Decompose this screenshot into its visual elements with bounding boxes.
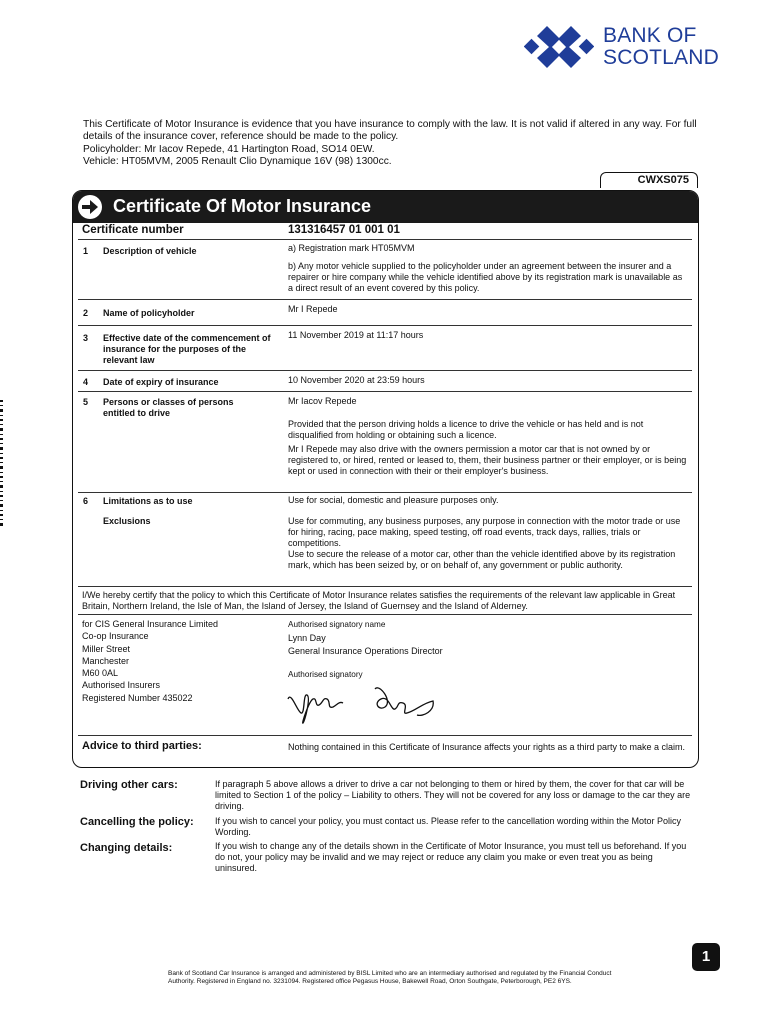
item-number: 1 — [83, 246, 89, 256]
insurer-line: Registered Number 435022 — [82, 692, 193, 703]
signatory-name-label: Authorised signatory name — [288, 620, 386, 629]
item-label-policyholder: Name of policyholder — [103, 308, 195, 318]
insurer-line: Miller Street — [82, 643, 131, 654]
exclusions-use: Use for commuting, any business purposes, any purpose in connection with the motor trade or use for hiring, racing, pace making, speed testing, off road events, track days, rallies, trials or competitions. — [288, 516, 681, 548]
bank-name-line2: SCOTLAND — [603, 46, 719, 69]
section-text-driving-other-cars: If paragraph 5 above allows a driver to drive a car not belonging to them or hired by them, the cover for that car will be limited to Section 1 of the policy – Liability to others. They will not be covered for any loss or damage to the car they are driving. — [215, 779, 691, 811]
insurer-details — [82, 618, 242, 704]
divider — [78, 370, 692, 371]
advice-text: Nothing contained in this Certificate of Insurance affects your rights as a third party to make a claim. — [288, 742, 686, 752]
section-label-changing-details: Changing details: — [80, 842, 173, 854]
barcode-icon — [0, 400, 3, 528]
bank-of-scotland-logo-icon — [524, 24, 594, 70]
driving-other-cars-clause: Mr I Repede may also drive with the owners permission a motor car that is not owned by or registered to, or hired, rented or leased to, them, their business partner or their employer, or is being kept or used in connection with their or their employer's business. — [288, 444, 687, 476]
bank-name — [603, 25, 719, 69]
divider — [78, 586, 692, 587]
signatory-name: Lynn Day — [288, 633, 326, 643]
arrow-right-icon — [77, 194, 103, 220]
certificate-number-label: Certificate number — [82, 224, 184, 236]
certificate-number: 131316457 01 001 01 — [288, 224, 400, 236]
section-label-cancelling: Cancelling the policy: — [80, 816, 194, 828]
item-number: 5 — [83, 397, 89, 407]
section-label-driving-other-cars: Driving other cars: — [80, 779, 178, 791]
divider — [78, 325, 692, 326]
certificate-header — [73, 191, 698, 223]
policyholder-name: Mr I Repede — [288, 304, 338, 314]
licence-clause: Provided that the person driving holds a licence to drive the vehicle or has held and is not disqualified from holding or obtaining such a licence. — [288, 419, 644, 440]
footer-legal: Bank of Scotland Car Insurance is arranged and administered by BISL Limited who are an intermediary authorised and regulated by the Financial Conduct Authority. Registered in England no. 3231094. Registered office Pegasus House, Bakewell Road, Orton Southgate, Peterborough, PE2 6YS. — [168, 970, 612, 985]
page-number: 1 — [692, 943, 720, 971]
intro-policyholder: Policyholder: Mr Iacov Repede, 41 Hartington Road, SO14 0EW. — [83, 143, 375, 155]
item-label-expiry-date: Date of expiry of insurance — [103, 377, 219, 387]
item-number: 6 — [83, 496, 89, 506]
signatory-label: Authorised signatory — [288, 670, 363, 679]
exclusions-seizure: Use to secure the release of a motor car, other than the vehicle identified above by its registration mark, which has been seized by, or on behalf of, any government or public authority. — [288, 549, 676, 570]
intro-vehicle: Vehicle: HT05MVM, 2005 Renault Clio Dynamique 16V (98) 1300cc. — [83, 156, 392, 168]
insurer-line: Co-op Insurance — [82, 631, 149, 642]
vehicle-replacement-clause: b) Any motor vehicle supplied to the policyholder under an agreement between the insurer and a repairer or hire company while the vehicle identified above by its registration mark is unavailable as a direct result of an event covered by this policy. — [288, 261, 683, 293]
exclusions-label: Exclusions — [103, 516, 151, 526]
item-label-vehicle: Description of vehicle — [103, 246, 197, 256]
divider — [78, 239, 692, 240]
limitations-of-use: Use for social, domestic and pleasure purposes only. — [288, 495, 499, 505]
vehicle-registration: a) Registration mark HT05MVM — [288, 243, 415, 253]
reference-code: CWXS075 — [600, 172, 698, 188]
certification-statement: I/We hereby certify that the policy to which this Certificate of Motor Insurance relates satisfies the requirements of the relevant law applicable in Great Britain, Northern Ireland, the Isle of Man, the Island of Jersey, the Island of Guernsey and the Island of Alderney. — [82, 590, 676, 611]
intro-block — [83, 119, 703, 169]
divider — [78, 735, 692, 736]
effective-date: 11 November 2019 at 11:17 hours — [288, 330, 424, 340]
signature-image — [283, 681, 443, 725]
item-label-effective-date: Effective date of the commencement of insurance for the purposes of the relevant law — [103, 333, 271, 365]
signatory-title: General Insurance Operations Director — [288, 646, 443, 656]
item-label-drivers: Persons or classes of persons entitled to drive — [103, 397, 234, 418]
divider — [78, 492, 692, 493]
section-text-changing-details: If you wish to change any of the details shown in the Certificate of Motor Insurance, you must tell us beforehand. If you do not, your policy may be invalid and we may reject or reduce any claim you make or even treat you as being uninsured. — [215, 841, 687, 873]
named-driver: Mr Iacov Repede — [288, 396, 357, 406]
certificate-box — [72, 190, 699, 768]
advice-label: Advice to third parties: — [82, 740, 202, 752]
item-label-limitations: Limitations as to use — [103, 496, 193, 506]
insurer-line: M60 0AL — [82, 668, 119, 679]
divider — [78, 299, 692, 300]
item-number: 4 — [83, 377, 89, 387]
section-text-cancelling: If you wish to cancel your policy, you must contact us. Please refer to the cancellation wording within the Motor Policy Wording. — [215, 816, 682, 837]
bank-name-line1: BANK OF — [603, 24, 697, 47]
item-number: 2 — [83, 308, 89, 318]
insurer-line: Manchester — [82, 655, 130, 666]
expiry-date: 10 November 2020 at 23:59 hours — [288, 375, 425, 385]
certificate-title: Certificate Of Motor Insurance — [113, 196, 372, 216]
insurer-line: for CIS General Insurance Limited — [82, 619, 219, 629]
item-number: 3 — [83, 333, 89, 343]
divider — [78, 614, 692, 615]
divider — [78, 391, 692, 392]
insurer-line: Authorised Insurers — [82, 680, 161, 691]
intro-paragraph: This Certificate of Motor Insurance is evidence that you have insurance to comply with the law. It is not valid if altered in any way. For full details of the insurance cover, reference should be made to the policy. — [83, 119, 697, 143]
